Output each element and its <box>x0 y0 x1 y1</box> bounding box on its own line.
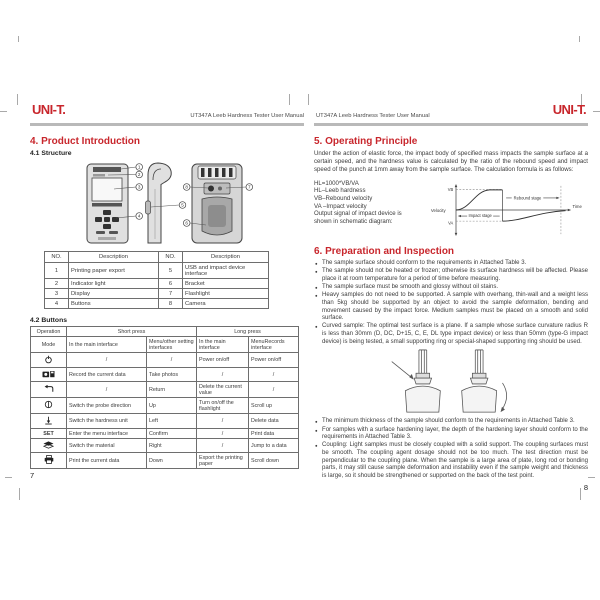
manual-page-left <box>30 100 304 480</box>
bullet-item <box>314 284 588 292</box>
table-cell: Confirm <box>147 429 197 439</box>
table-cell: / <box>147 353 197 368</box>
table-row <box>31 382 299 398</box>
table-row <box>45 279 269 289</box>
probe-direction-icon <box>44 405 53 411</box>
bullet-marker: ● <box>315 284 318 290</box>
table-subheader-row <box>31 337 299 353</box>
svg-text:2: 2 <box>137 172 141 178</box>
svg-text:8: 8 <box>185 184 188 190</box>
uni-t-logo: UNI-T. <box>32 102 66 117</box>
print-icon <box>44 460 54 466</box>
device-side-view <box>146 163 172 243</box>
page-number: 7 <box>30 471 35 480</box>
hardness-unit-icon <box>44 421 53 427</box>
bullet-item <box>314 260 588 268</box>
operation-cell <box>31 382 67 398</box>
table-cell: Delete the current value <box>197 382 249 398</box>
table-cell: Switch the probe direction <box>67 398 147 414</box>
table-row <box>31 368 299 382</box>
table-cell: Switch the material <box>67 439 147 453</box>
camera-record-icon <box>42 374 55 380</box>
bullet-list-bottom <box>314 418 588 480</box>
page-number: 8 <box>583 482 588 492</box>
header-rule <box>30 123 304 126</box>
operation-cell <box>31 453 67 469</box>
column-header: Description <box>69 252 159 263</box>
table-cell: Camera <box>183 299 269 309</box>
table-cell: Delete data <box>249 414 299 429</box>
table-row <box>31 439 299 453</box>
diagram-impact-label: Impact stage <box>468 213 492 219</box>
bullet-item <box>314 268 588 283</box>
table-cell: Export the printing paper <box>197 453 249 469</box>
operation-cell <box>31 439 67 453</box>
table-cell: 8 <box>159 299 183 309</box>
table-cell: Flashlight <box>183 289 269 299</box>
crop-mark <box>0 111 7 112</box>
formula-line: HL=1000*VB/VA <box>314 179 359 187</box>
table-cell: In the main interface <box>197 337 249 353</box>
table-row <box>31 398 299 414</box>
bullet-marker: ● <box>315 443 318 449</box>
operation-cell <box>31 353 67 368</box>
table-row <box>31 453 299 469</box>
formula-line: HL–Leeb hardness <box>314 187 366 195</box>
operation-cell <box>31 368 67 382</box>
power-icon <box>44 360 53 366</box>
table-cell: In the main interface <box>67 337 147 353</box>
table-cell: Jump to a data <box>249 439 299 453</box>
svg-text:5: 5 <box>181 202 184 208</box>
table-cell: / <box>197 368 249 382</box>
table-cell: Down <box>147 453 197 469</box>
table-cell: / <box>67 382 147 398</box>
bullet-marker: ● <box>315 260 318 266</box>
table-cell: Power on/off <box>197 353 249 368</box>
operation-cell <box>31 429 67 439</box>
table-row <box>31 414 299 429</box>
formula-line: Output signal of impact device is <box>314 210 402 218</box>
crop-mark <box>593 111 600 112</box>
velocity-time-diagram <box>430 180 586 240</box>
return-icon <box>44 389 54 395</box>
section-heading-4: 4. Product Introduction <box>30 136 140 147</box>
table-cell: Take photos <box>147 368 197 382</box>
table-cell: Scroll up <box>249 398 299 414</box>
crop-mark <box>18 36 19 42</box>
table-cell: Record the current data <box>67 368 147 382</box>
table-row <box>31 429 299 439</box>
table-row <box>45 299 269 309</box>
table-cell: Mode <box>31 337 67 353</box>
bullet-text: For samples with a surface hardening layer, the depth of the hardening layer should conform to the requirements in Attached Table 3. <box>322 426 588 441</box>
table-cell: Switch the hardness unit <box>67 414 147 429</box>
table-cell: 2 <box>45 279 69 289</box>
table-cell: / <box>197 439 249 453</box>
bullet-text: The sample surface should conform to the requirements in Attached Table 3. <box>322 259 527 266</box>
uni-t-logo: UNI-T. <box>552 102 586 117</box>
table-cell: USB and impact device interface <box>183 263 269 279</box>
bullet-marker: ● <box>315 419 318 425</box>
section-heading-4-1: 4.1 Structure <box>30 150 72 157</box>
table-cell: / <box>197 414 249 429</box>
bullet-item <box>314 292 588 322</box>
crop-mark <box>19 488 20 500</box>
bullet-marker: ● <box>315 269 318 275</box>
diagram-rebound-label: Rebound stage <box>513 195 542 201</box>
svg-text:1: 1 <box>137 164 141 170</box>
bullet-text: Curved sample: The optimal test surface is a plane. If a sample whose surface curvature radius R is less than 30mm (D, DC, D+15, C, E, DL type impact device) or less than 50mm (type-G impact device) is being tested, a small supporting ring or special-shaped supporting ring should be used. <box>322 323 588 345</box>
section-heading-5: 5. Operating Principle <box>314 136 418 147</box>
formula-line: VB–Rebound velocity <box>314 194 373 202</box>
diagram-va-label: VA <box>448 220 454 226</box>
section-heading-4-2: 4.2 Buttons <box>30 317 68 324</box>
page-title: UT347A Leeb Hardness Tester User Manual <box>190 113 304 119</box>
operation-cell <box>31 414 67 429</box>
operation-label: SET <box>43 430 54 437</box>
section5-paragraph: Under the action of elastic force, the impact body of specified mass impacts the sample surface at a certain speed, and the hardness value is calculated by the ratio of the rebound speed and impact speed of the punch at 1mm away from the sample surface. The calculation formula is as follows: <box>314 150 588 173</box>
bullet-item <box>314 418 588 426</box>
supporting-ring-illustration <box>386 348 516 416</box>
table-cell: Power on/off <box>249 353 299 368</box>
crop-mark <box>5 477 12 478</box>
table-cell: Enter the menu interface <box>67 429 147 439</box>
device-back-view <box>192 164 242 243</box>
crop-mark <box>17 94 18 105</box>
header-rule <box>314 123 588 126</box>
page-header <box>314 100 588 122</box>
table-cell: / <box>249 368 299 382</box>
bullet-text: The sample should not be heated or frozen; otherwise its surface hardness will be affected. Please place it at room temperature for a period of time before measuring. <box>322 268 588 282</box>
structure-table <box>44 251 269 309</box>
table-cell: Indicator light <box>69 279 159 289</box>
table-cell: MenuRecords interface <box>249 337 299 353</box>
table-cell: Left <box>147 414 197 429</box>
table-cell: 3 <box>45 289 69 299</box>
manual-page-right <box>314 100 588 492</box>
diagram-xlabel: Time <box>572 203 582 209</box>
bullet-list-top <box>314 260 588 346</box>
bullet-item <box>314 442 588 480</box>
column-header: NO. <box>45 252 69 263</box>
svg-text:4: 4 <box>137 213 141 219</box>
diagram-vb-label: VB <box>447 186 454 192</box>
bullet-marker: ● <box>315 427 318 433</box>
table-cell: Return <box>147 382 197 398</box>
column-header: Short press <box>67 327 197 337</box>
section-heading-6: 6. Preparation and Inspection <box>314 245 455 257</box>
table-cell: 5 <box>159 263 183 279</box>
table-row <box>45 289 269 299</box>
table-cell: Buttons <box>69 299 159 309</box>
column-header: NO. <box>159 252 183 263</box>
bullet-item <box>314 323 588 346</box>
device-structure-diagram <box>84 159 256 247</box>
crop-mark <box>579 36 580 42</box>
table-cell: 1 <box>45 263 69 279</box>
table-row <box>45 263 269 279</box>
svg-text:7: 7 <box>248 184 251 190</box>
table-cell: Bracket <box>183 279 269 289</box>
diagram-ylabel: Velocity <box>430 207 446 213</box>
column-header: Operation <box>31 327 67 337</box>
operation-cell <box>31 398 67 414</box>
table-cell: 4 <box>45 299 69 309</box>
table-row <box>31 353 299 368</box>
formula-block <box>314 180 430 226</box>
table-cell: Menu/other setting interfaces <box>147 337 197 353</box>
buttons-table <box>30 326 299 469</box>
svg-text:6: 6 <box>185 220 188 226</box>
bullet-text: Coupling: Light samples must be closely coupled with a solid support. The coupling surfaces must be smooth. The coupling agent dosage should not be too much. The test direction must be perpendicular to the coupling plane. When the sample is a large area of plate, long rod or bonding parts, it may still cause sample deformation and instability even if the sample weight and thickness is large, so it should be strengthened or supported on the back of the test point. <box>322 442 588 479</box>
bullet-marker: ● <box>315 293 318 299</box>
column-header: Description <box>183 252 269 263</box>
bullet-marker: ● <box>315 324 318 330</box>
svg-text:3: 3 <box>137 184 141 190</box>
formula-line: shown in schematic diagram: <box>314 217 393 225</box>
table-header-row <box>45 252 269 263</box>
column-header: Long press <box>197 327 299 337</box>
table-cell: 6 <box>159 279 183 289</box>
bullet-text: The sample surface must be smooth and glossy without oil stains. <box>322 283 499 290</box>
crop-mark <box>588 477 595 478</box>
crop-mark <box>308 94 309 105</box>
table-cell: / <box>67 353 147 368</box>
table-cell: / <box>197 429 249 439</box>
formula-line: VA –Impact velocity <box>314 202 367 210</box>
material-icon <box>43 445 54 451</box>
table-cell: / <box>249 382 299 398</box>
table-cell: Display <box>69 289 159 299</box>
table-cell: Right <box>147 439 197 453</box>
table-cell: 7 <box>159 289 183 299</box>
bullet-item <box>314 427 588 442</box>
table-cell: Turn on/off the flashlight <box>197 398 249 414</box>
device-front-view <box>87 164 128 243</box>
bullet-text: The minimum thickness of the sample should conform to the requirements in Attached Table 3. <box>322 418 575 425</box>
table-cell: Printing paper export <box>69 263 159 279</box>
page-header <box>30 100 304 122</box>
table-cell: Print the current data <box>67 453 147 469</box>
page-title: UT347A Leeb Hardness Tester User Manual <box>316 113 430 119</box>
bullet-text: Heavy samples do not need to be supported. A sample with overhang, thin-wall and a weight less than 5kg should be supported by an object to avoid the sample deformation, bending and movement caused by the impact force. Medium samples must be placed on a smooth and solid surface. <box>322 292 588 322</box>
table-cell: Scroll down <box>249 453 299 469</box>
table-header-row <box>31 327 299 337</box>
table-cell: Print data <box>249 429 299 439</box>
table-cell: Up <box>147 398 197 414</box>
